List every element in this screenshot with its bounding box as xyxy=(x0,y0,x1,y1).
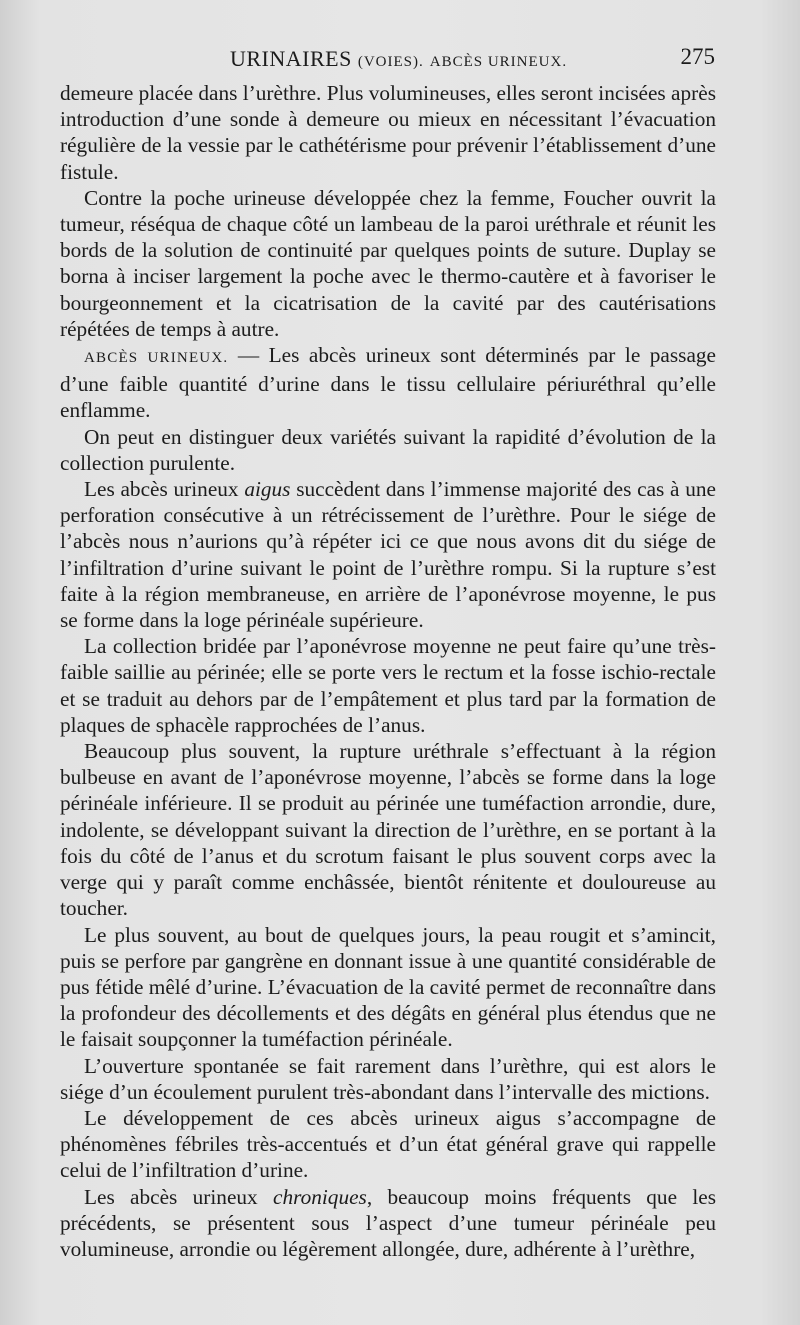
paragraph-developpement: Le développement de ces abcès urineux aigus s’accompagne de phénomènes fébriles très-accentués et d’un état général grave qui rappelle celui de l’infiltration d’urine. xyxy=(60,1105,716,1183)
paragraph-evolution: Le plus souvent, au bout de quelques jours, la peau rougit et s’amincit, puis se perfore par gangrène en donnant issue à une quantité considérable de pus fétide mêlé d’urine. L’évacuation de la cavité permet de reconnaître dans la profondeur des décollements et des dégâts en général plus étendus que ne le faisait soupçonner la tuméfaction périnéale. xyxy=(60,922,716,1052)
body-text xyxy=(60,80,716,1262)
running-title xyxy=(230,46,567,72)
title-voies: (VOIES). xyxy=(357,54,424,70)
paragraph-foucher: Contre la poche urineuse développée chez la femme, Foucher ouvrit la tumeur, réséqua de chaque côté un lambeau de la paroi uréthrale et réunit les bords de la solution de continuité par quelques points de suture. Duplay se borna à inciser largement la poche avec le thermo-cautère et à favoriser le bourgeonnement et la cicatrisation de la cavité par des cautérisations répétées de temps à autre. xyxy=(60,185,716,341)
paragraph-text: , beaucoup moins fréquents que les précédents, se présentent sous l’aspect d’une tumeur périnéale peu volumineuse, arrondie ou légèrement allongée, dure, adhérente à l’urèthre, xyxy=(60,1184,716,1261)
paragraph-collection: La collection bridée par l’aponévrose moyenne ne peut faire qu’une très-faible saillie au périnée; elle se porte vers le rectum et la fosse ischio-rectale et se traduit au dehors par de l’empâtement et plus tard par la formation de plaques de sphacèle rapprochées de l’anus. xyxy=(60,634,716,737)
paragraph-abces-definition xyxy=(60,342,716,424)
paragraph-text: succèdent dans l’immense majorité des cas à une perforation consécutive à un rétrécissement de l’urèthre. Pour le siége de l’abcès nous n’aurions qu’à répéter ici ce que nous avons dit du siége de l’infiltration d’urine suivant le point de l’urèthre rompu. Si la rupture s’est faite à la région membraneuse, en arrière de l’aponévrose moyenne, le pus se forme dans la loge périnéale supérieure. xyxy=(60,477,716,633)
paragraph-varieties: On peut en distinguer deux variétés suivant la rapidité d’évolution de la collection purulente. xyxy=(60,424,716,475)
paragraph-continuation: demeure placée dans l’urèthre. Plus volumineuses, elles seront incisées après introduction d’une sonde à demeure ou mieux en nécessitant l’évacuation régulière de la vessie par le cathétérisme pour prévenir l’établissement d’une fistule. xyxy=(60,81,716,184)
emphasis-chroniques: chroniques xyxy=(273,1184,367,1209)
paragraph-ouverture: L’ouverture spontanée se fait rarement dans l’urèthre, qui est alors le siége d’un écoulement purulent très-abondant dans l’intervalle des mictions. xyxy=(60,1053,716,1104)
page-number: 275 xyxy=(680,44,715,69)
title-main: URINAIRES xyxy=(230,46,352,71)
paragraph-text: Les abcès urineux xyxy=(84,477,245,502)
paragraph-text: Les abcès urineux xyxy=(84,1184,273,1209)
paragraph-text: — Les abcès urineux sont déterminés par le passage d’une faible quantité d’urine dans le tissu cellulaire périuréthral qu’elle enflamme. xyxy=(60,343,717,423)
running-header xyxy=(60,42,715,76)
section-heading: ABCÈS URINEUX. xyxy=(84,350,229,367)
emphasis-aigus: aigus xyxy=(244,477,291,502)
title-section: ABCÈS URINEUX. xyxy=(429,54,568,70)
paragraph-aigus xyxy=(60,476,716,633)
paragraph-chroniques xyxy=(60,1184,716,1263)
paragraph-bulbeuse: Beaucoup plus souvent, la rupture uréthrale s’effectuant à la région bulbeuse en avant de l’aponévrose moyenne, l’abcès se forme dans la loge périnéale inférieure. Il se produit au périnée une tuméfaction arrondie, dure, indolente, se développant suivant la direction de l’urèthre, en se portant à la fois du côté de l’anus et du scrotum faisant le plus souvent corps avec la verge qui y paraît comme enchâssée, bientôt rénitente et douloureuse au toucher. xyxy=(60,739,716,921)
